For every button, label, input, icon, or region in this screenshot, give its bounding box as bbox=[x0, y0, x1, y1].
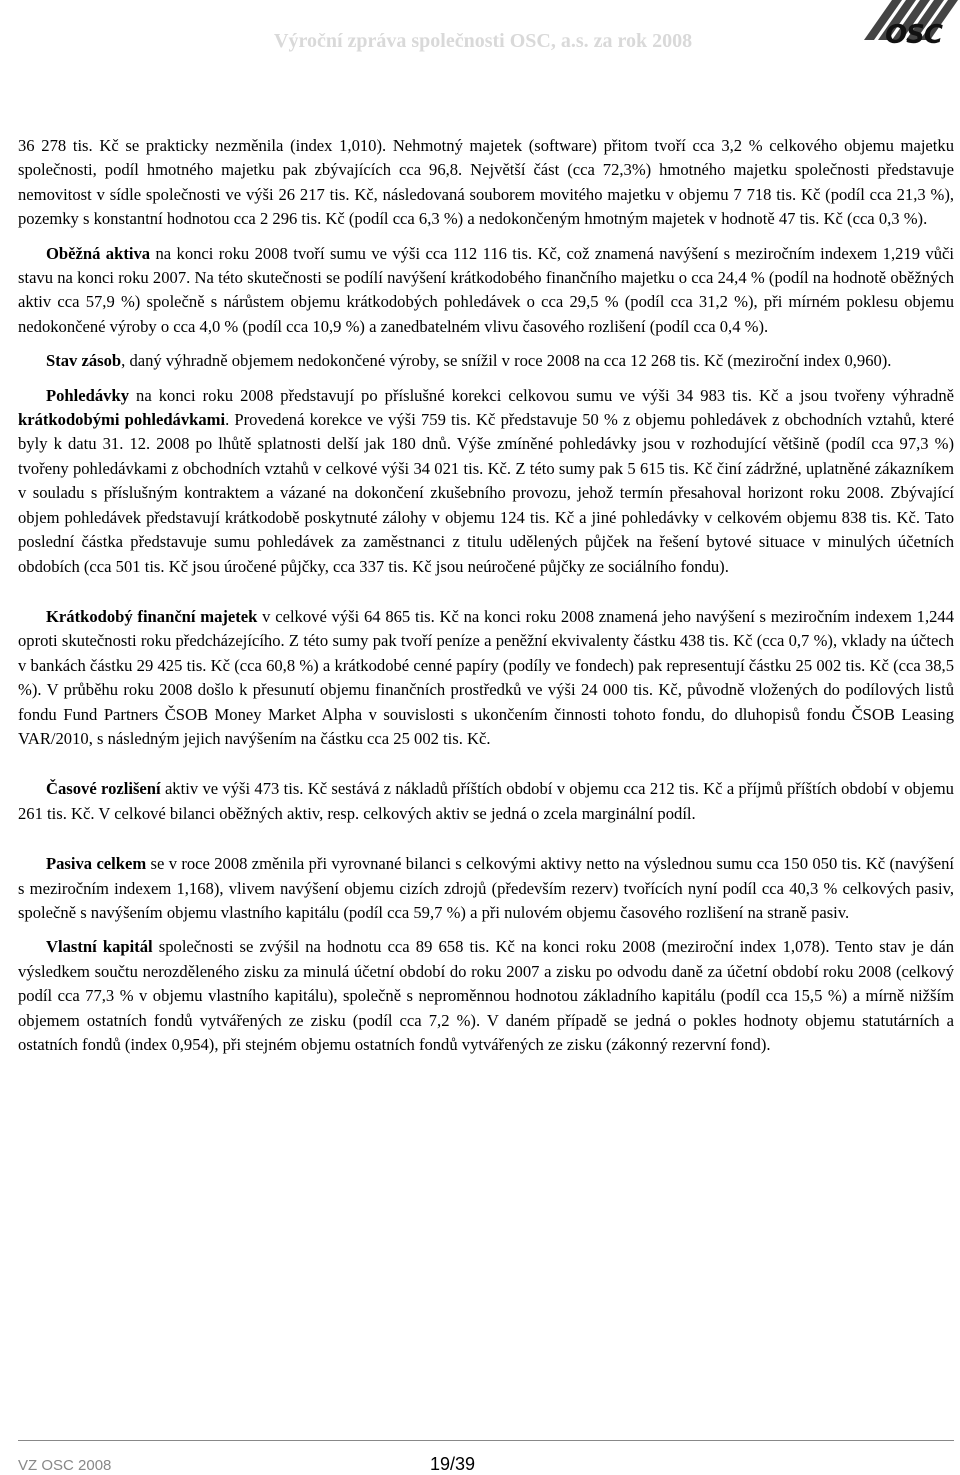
paragraph-heading: Pasiva celkem bbox=[46, 854, 147, 874]
page-header bbox=[0, 0, 960, 80]
paragraph-text: aktiv ve výši 473 tis. Kč sestává z nákladů příštích období v objemu cca 212 tis. Kč a příjmů příštích období v objemu 261 tis. Kč. V celkové bilanci oběžných aktiv, resp. celkových aktiv se jedná o zcela marginální podíl. bbox=[18, 779, 954, 823]
paragraph-text: 36 278 tis. Kč se prakticky nezměnila (index 1,010). Nehmotný majetek (software) přitom tvoří cca 3,2 % celkového objemu majetku společnosti, podíl hmotného majetku pak zbývajících cca 96,8. Největší část (cca 72,3%) hmotného majetku společnosti představuje nemovitost v sídle společnosti ve výši 26 217 tis. Kč, následovaná souborem movitého majetku v objemu 7 718 tis. Kč (podíl cca 21,3 %), pozemky s konstantní hodnotou cca 2 296 tis. Kč (podíl cca 6,3 %) a nedokončeným hmotným majetek v hodnotě 47 tis. Kč (cca 0,3 %). bbox=[18, 136, 954, 229]
paragraph-text: v celkové výši 64 865 tis. Kč na konci roku 2008 znamená jeho navýšení s meziročním indexem 1,244 oproti skutečnosti roku předcházejícího. Z této sumy pak tvoří peníze a peněžní ekvivalenty částku 438 tis. Kč (cca 0,7 %), vklady na účtech v bankách částku 29 425 tis. Kč (cca 60,8 %) a krátkodobé cenné papíry (podíly ve fondech) pak representují částku 25 002 tis. Kč (cca 38,5 %). V průběhu roku 2008 došlo k přesunutí objemu finančních prostředků ve výši 24 000 tis. Kč, původně vložených do podílových listů fondu Fund Partners ČSOB Money Market Alpha v souvislosti s ukončením činnosti tohoto fondu, do dluhopisů fondu ČSOB Leasing VAR/2010, s následným jejich navýšením na částku cca 25 002 tis. Kč. bbox=[18, 606, 954, 748]
paragraph-text: , daný výhradně objemem nedokončené výroby, se snížil v roce 2008 na cca 12 268 tis. Kč (meziroční index 0,960). bbox=[121, 351, 892, 371]
paragraph bbox=[18, 935, 954, 1057]
paragraph-heading: Vlastní kapitál bbox=[46, 937, 153, 957]
paragraph bbox=[18, 349, 954, 373]
paragraph bbox=[18, 242, 954, 340]
footer-doc-label: VZ OSC 2008 bbox=[18, 1457, 112, 1474]
paragraph-heading: Pohledávky bbox=[46, 385, 129, 405]
paragraph-text: společnosti se zvýšil na hodnotu cca 89 658 tis. Kč na konci roku 2008 (meziroční index 1,078). Tento stav je dán výsledkem součtu nerozděleného zisku za minulá účetní období do roku 2007 a zisku po odvodu daně za účetní období roku 2008 (celkový podíl cca 77,3 % v objemu vlastního kapitálu), společně s neproměnnou hodnotou základního kapitálu (podíl cca 15,5 %) a mírně nižším objemem ostatních fondů vytvářených ze zisku (podíl cca 7,2 %). V daném případě se jedná o pokles hodnoty objemu statutárních a ostatních fondů (index 0,954), při stejném objemu ostatních fondů vytvářených ze zisku (zákonný rezervní fond). bbox=[18, 937, 954, 1054]
paragraph-text: na konci roku 2008 tvoří sumu ve výši cca 112 116 tis. Kč, což znamená navýšení s meziročním indexem 1,219 vůči stavu na konci roku 2007. Na této skutečnosti se podílí navýšení krátkodobého finančního majetku o cca 24,4 % (podíl na hodnotě oběžných aktiv cca 57,9 %) společně s nárůstem objemu krátkodobých pohledávek o cca 29,5 % (podíl cca 31,2 %), při mírném poklesu objemu nedokončené výroby o cca 4,0 % (podíl cca 10,9 %) a zanedbatelném vlivu časového rozlišení (podíl cca 0,4 %). bbox=[18, 243, 954, 336]
paragraph-text: se v roce 2008 změnila při vyrovnané bilanci s celkovými aktivy netto na výslednou sumu cca 150 050 tis. Kč (navýšení s meziročním indexem 1,168), vlivem navýšení objemu cizích zdrojů (především rezerv) tvořících nyní podíl cca 40,3 % celkových pasiv, společně s navýšením objemu vlastního kapitálu (podíl cca 59,7 %) a při nulovém objemu časového rozlišení na straně pasiv. bbox=[18, 854, 954, 922]
paragraph-text: . Provedená korekce ve výši 759 tis. Kč představuje 50 % z objemu pohledávek z obchodních vztahů, které byly k datu 31. 12. 2008 po lhůtě splatnosti delší jak 180 dnů. Výše zmíněné pohledávky jsou v rozhodující většině (podíl cca 97,3 %) tvořeny pohledávkami z obchodních vztahů v celkové výši 34 021 tis. Kč. Z této sumy pak 5 615 tis. Kč činí zádržné, uplatněné zákazníkem v souladu s příslušným kontraktem a vázané na dokončení zkušebního provozu, jehož termín přesahoval horizont roku 2008. Zbývající objem pohledávek představují krátkodobě poskytnuté zálohy v objemu 124 tis. Kč a jiné pohledávky v celkovém objemu 838 tis. Kč. Tato poslední částka představuje sumu pohledávek za zaměstnanci z titulu udělených půjček na řešení bytové situace v minulých účetních obdobích (cca 501 tis. Kč jsou úročené půjčky, cca 337 tis. Kč jsou neúročené půjčky ze sociálního fondu). bbox=[18, 410, 954, 576]
document-body bbox=[18, 134, 954, 1057]
paragraph-heading: krátkodobými pohledávkami bbox=[18, 410, 226, 430]
paragraph-heading: Oběžná aktiva bbox=[46, 243, 151, 263]
paragraph bbox=[18, 777, 954, 826]
header-title: Výroční zpráva společnosti OSC, a.s. za rok 2008 bbox=[274, 30, 693, 52]
logo-text: OSC bbox=[885, 20, 942, 50]
paragraph bbox=[18, 852, 954, 925]
page-footer bbox=[0, 1440, 960, 1475]
osc-logo bbox=[856, 0, 960, 74]
paragraph-text: na konci roku 2008 představují po příslušné korekci celkovou sumu ve výši 34 983 tis. Kč a jsou tvořeny výhradně bbox=[129, 385, 954, 405]
paragraph bbox=[18, 384, 954, 579]
footer-rule bbox=[18, 1440, 954, 1441]
paragraph-heading: Stav zásob bbox=[46, 351, 122, 371]
paragraph-heading: Krátkodobý finanční majetek bbox=[46, 606, 258, 626]
paragraph bbox=[18, 605, 954, 751]
paragraph-heading: Časové rozlišení bbox=[46, 779, 161, 799]
paragraph bbox=[18, 134, 954, 232]
page-number: 19/39 bbox=[430, 1454, 476, 1474]
